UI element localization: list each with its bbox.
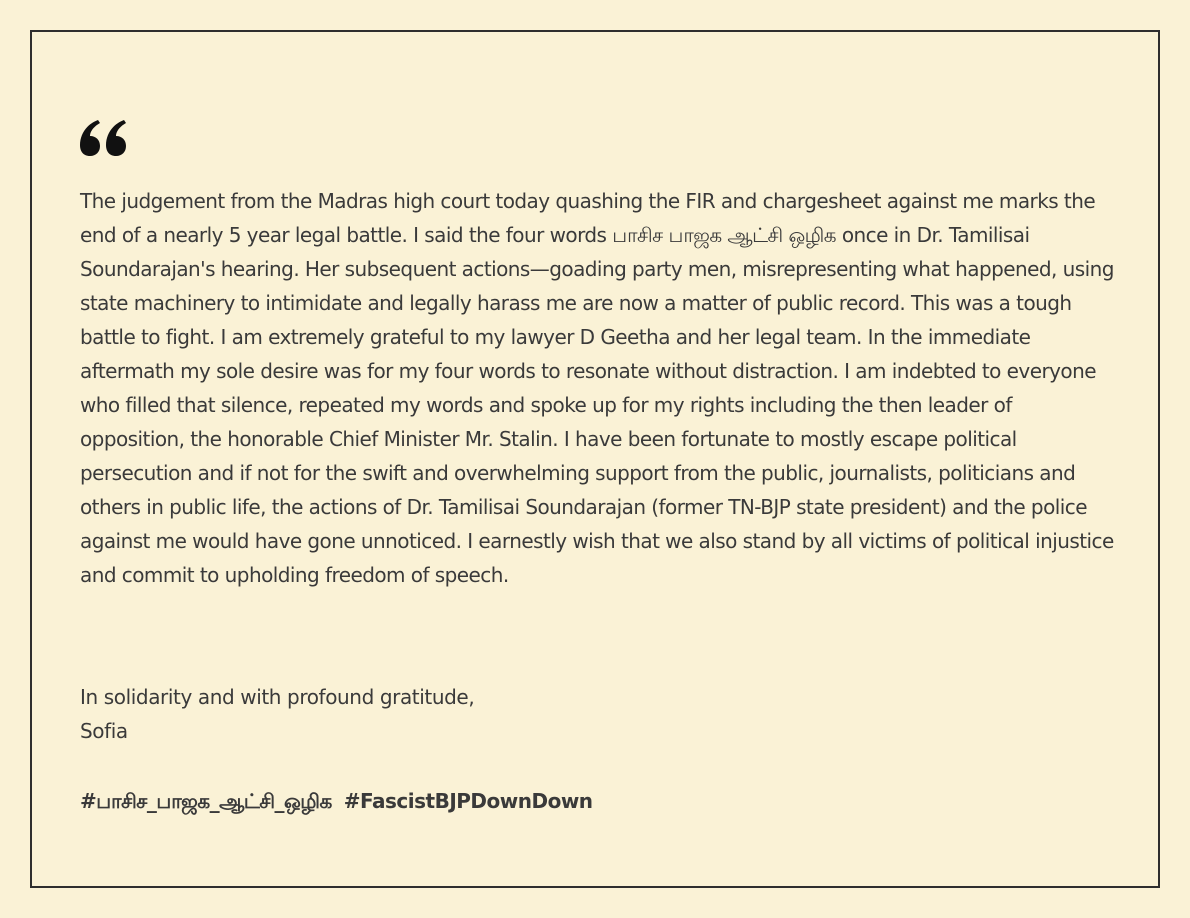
- quotation-mark-icon: [80, 120, 128, 156]
- statement-body: The judgement from the Madras high court today quashing the FIR and chargesheet against me marks the end of a nearly 5 year legal battle. I said the four words பாசிச பாஜக ஆட்சி ஒழிக once in Dr. Tamilisai Soundarajan's hearing. Her subsequent actions—goading party men, misrepresenting what happened, using state machinery to intimidate and legally harass me are now a matter of public record. This was a tough battle to fight. I am extremely grateful to my lawyer D Geetha and her legal team. In the immediate aftermath my sole desire was for my four words to resonate without distraction. I am indebted to everyone who filled that silence, repeated my words and spoke up for my rights including the then leader of opposition, the honorable Chief Minister Mr. Stalin. I have been fortunate to mostly escape political persecution and if not for the swift and overwhelming support from the public, journalists, politicians and others in public life, the actions of Dr. Tamilisai Soundarajan (former TN-BJP state president) and the police against me would have gone unnoticed. I earnestly wish that we also stand by all victims of political injustice and commit to upholding freedom of speech.: [80, 189, 1114, 587]
- hashtag-fascist-bjp-down-down[interactable]: #FascistBJPDownDown: [343, 789, 593, 813]
- closing-line: In solidarity and with profound gratitude,: [80, 685, 475, 709]
- signature: Sofia: [80, 719, 128, 743]
- closing-block: [80, 680, 474, 748]
- hashtag-list: [80, 784, 593, 818]
- hashtag-tamil[interactable]: #பாசிச_பாஜக_ஆட்சி_ஒழிக: [80, 789, 332, 813]
- statement-card: [30, 30, 1160, 888]
